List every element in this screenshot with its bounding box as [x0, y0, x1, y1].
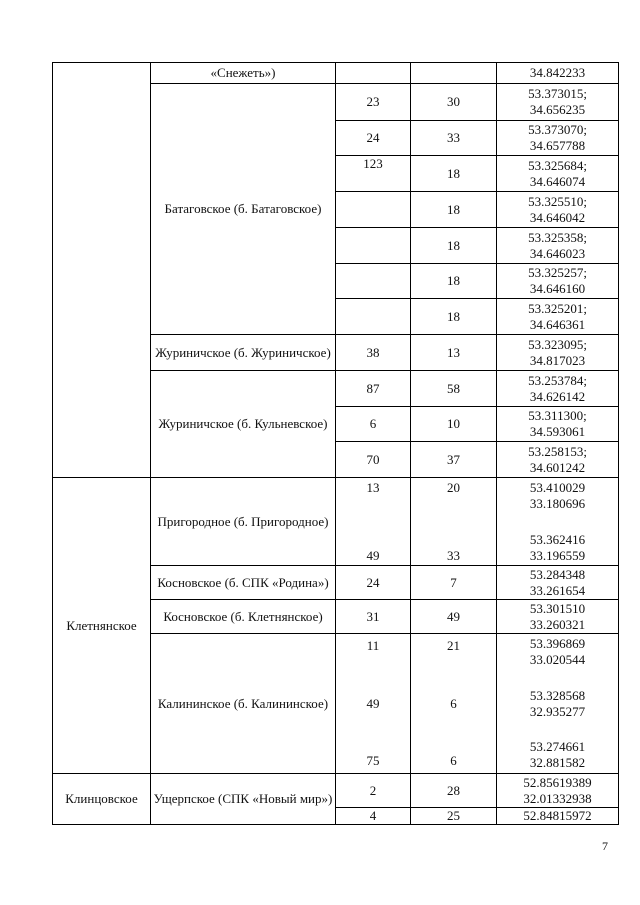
coordinates-cell: [497, 478, 619, 566]
district-cell: Клинцовское: [53, 774, 151, 825]
settlement-cell: Ущерпское (СПК «Новый мир»): [151, 774, 336, 825]
coordinates-cell: [497, 192, 619, 228]
coordinates-cell: [497, 84, 619, 121]
value-b-cell: 37: [411, 442, 497, 478]
value-a-cell: 23: [336, 84, 411, 121]
value-line: 6: [450, 695, 457, 711]
coordinates-cell: [497, 566, 619, 600]
page-number: 7: [602, 839, 608, 853]
coord-line: 34.842233: [529, 65, 586, 80]
table-row: [53, 774, 619, 808]
value-b-cell: 13: [411, 335, 497, 371]
value-a-cell: [336, 264, 411, 299]
coord-line: 53.323095;: [528, 336, 587, 352]
value-b-cell: 28: [411, 774, 497, 808]
coord-line: 53.328568: [529, 687, 586, 703]
coord-line: 34.593061: [529, 424, 586, 439]
value-line: 49: [366, 695, 380, 711]
coordinates-cell: [497, 156, 619, 192]
value-a-cell: 24: [336, 121, 411, 156]
value-a-cell: 24: [336, 566, 411, 600]
coordinates-cell: [497, 63, 619, 84]
coord-line: 34.601242: [529, 459, 586, 475]
value-b-cell: 18: [411, 299, 497, 335]
value-line: 21: [447, 638, 460, 653]
coordinates-cell: [497, 299, 619, 335]
coord-line: 53.284348: [529, 566, 586, 582]
value-b-cell: 25: [411, 808, 497, 825]
coordinates-cell: [497, 335, 619, 371]
coord-line: 34.626142: [529, 388, 586, 404]
settlement-cell: Журиничское (б. Кульневское): [151, 371, 336, 478]
value-b-cell: [411, 478, 497, 566]
value-b-cell: 18: [411, 156, 497, 192]
coord-line: 53.301510: [529, 600, 586, 616]
value-a-cell: 87: [336, 371, 411, 407]
value-a-cell: [336, 634, 411, 774]
value-line: 49: [366, 547, 380, 563]
value-a-cell: [336, 63, 411, 84]
value-line: 11: [366, 638, 380, 653]
coord-line: 34.657788: [529, 138, 586, 153]
coord-line: 53.274661: [529, 739, 586, 754]
coord-line: 53.373070;: [528, 122, 587, 137]
district-cell: [53, 63, 151, 478]
coord-line: 53.325257;: [528, 265, 587, 280]
coord-line: 52.85619389: [523, 774, 592, 790]
coord-line: 53.362416: [529, 531, 586, 547]
value-line: 75: [366, 753, 380, 768]
coordinates-cell: [497, 228, 619, 264]
coord-line: 53.253784;: [528, 372, 587, 388]
coord-line: 33.196559: [529, 547, 586, 563]
value-line: 20: [447, 479, 460, 495]
value-a-cell: [336, 228, 411, 264]
settlement-cell: Журиничское (б. Журиничское): [151, 335, 336, 371]
settlement-cell: «Снежеть»): [151, 63, 336, 84]
coordinates-cell: [497, 634, 619, 774]
coordinates-cell: [497, 121, 619, 156]
value-b-cell: [411, 634, 497, 774]
coord-line: 34.646042: [529, 209, 586, 225]
value-a-cell: 2: [336, 774, 411, 808]
settlement-cell: Калининское (б. Калининское): [151, 634, 336, 774]
value-a-cell: 123: [336, 156, 411, 192]
value-b-cell: 18: [411, 192, 497, 228]
coord-line: 34.646023: [529, 245, 586, 261]
value-a-cell: 31: [336, 600, 411, 634]
table-row: [53, 63, 619, 84]
coord-line: 34.646160: [529, 281, 586, 296]
value-a-cell: 38: [336, 335, 411, 371]
coord-line: 53.325684;: [528, 157, 587, 173]
coordinates-cell: [497, 407, 619, 442]
coord-line: 53.373015;: [528, 86, 587, 101]
coord-line: 33.260321: [529, 616, 586, 632]
value-b-cell: 49: [411, 600, 497, 634]
value-b-cell: [411, 63, 497, 84]
coordinates-cell: [497, 774, 619, 808]
district-cell: Клетнянское: [53, 478, 151, 774]
coord-line: 53.258153;: [528, 443, 587, 459]
coord-line: 34.646074: [529, 173, 586, 189]
settlement-cell: Косновское (б. СПК «Родина»): [151, 566, 336, 600]
coord-line: 32.01332938: [523, 790, 592, 806]
coord-line: 53.325358;: [528, 229, 587, 245]
coord-line: 53.410029: [529, 479, 586, 495]
coord-line: 53.325510;: [528, 193, 587, 209]
settlement-cell: Пригородное (б. Пригородное): [151, 478, 336, 566]
coordinates-cell: [497, 600, 619, 634]
value-a-cell: [336, 299, 411, 335]
coord-line: 32.935277: [529, 703, 586, 719]
value-a-cell: 4: [336, 808, 411, 825]
data-table: [52, 62, 619, 825]
value-b-cell: 10: [411, 407, 497, 442]
coord-line: 53.396869: [529, 636, 586, 651]
coord-line: 53.311300;: [528, 408, 587, 423]
value-b-cell: 58: [411, 371, 497, 407]
coord-line: 53.325201;: [528, 300, 587, 316]
value-line: 33: [447, 547, 460, 563]
value-b-cell: 30: [411, 84, 497, 121]
value-line: 6: [450, 753, 457, 768]
coord-line: 52.84815972: [523, 808, 592, 823]
coordinates-cell: [497, 264, 619, 299]
coordinates-cell: [497, 808, 619, 825]
coord-line: 34.646361: [529, 316, 586, 332]
settlement-cell: Косновское (б. Клетнянское): [151, 600, 336, 634]
coord-line: 33.261654: [529, 582, 586, 598]
settlement-cell: Батаговское (б. Батаговское): [151, 84, 336, 335]
value-line: 13: [366, 479, 380, 495]
coordinates-cell: [497, 442, 619, 478]
coord-line: 32.881582: [529, 755, 586, 770]
value-a-cell: [336, 478, 411, 566]
value-b-cell: 33: [411, 121, 497, 156]
value-a-cell: 6: [336, 407, 411, 442]
coord-line: 34.656235: [529, 102, 586, 117]
coord-line: 33.020544: [529, 652, 586, 667]
value-a-cell: [336, 192, 411, 228]
coord-line: 33.180696: [529, 495, 586, 511]
coordinates-cell: [497, 371, 619, 407]
value-b-cell: 18: [411, 264, 497, 299]
coord-line: 34.817023: [529, 352, 586, 368]
value-b-cell: 7: [411, 566, 497, 600]
value-a-cell: 70: [336, 442, 411, 478]
value-b-cell: 18: [411, 228, 497, 264]
table-row: [53, 478, 619, 566]
